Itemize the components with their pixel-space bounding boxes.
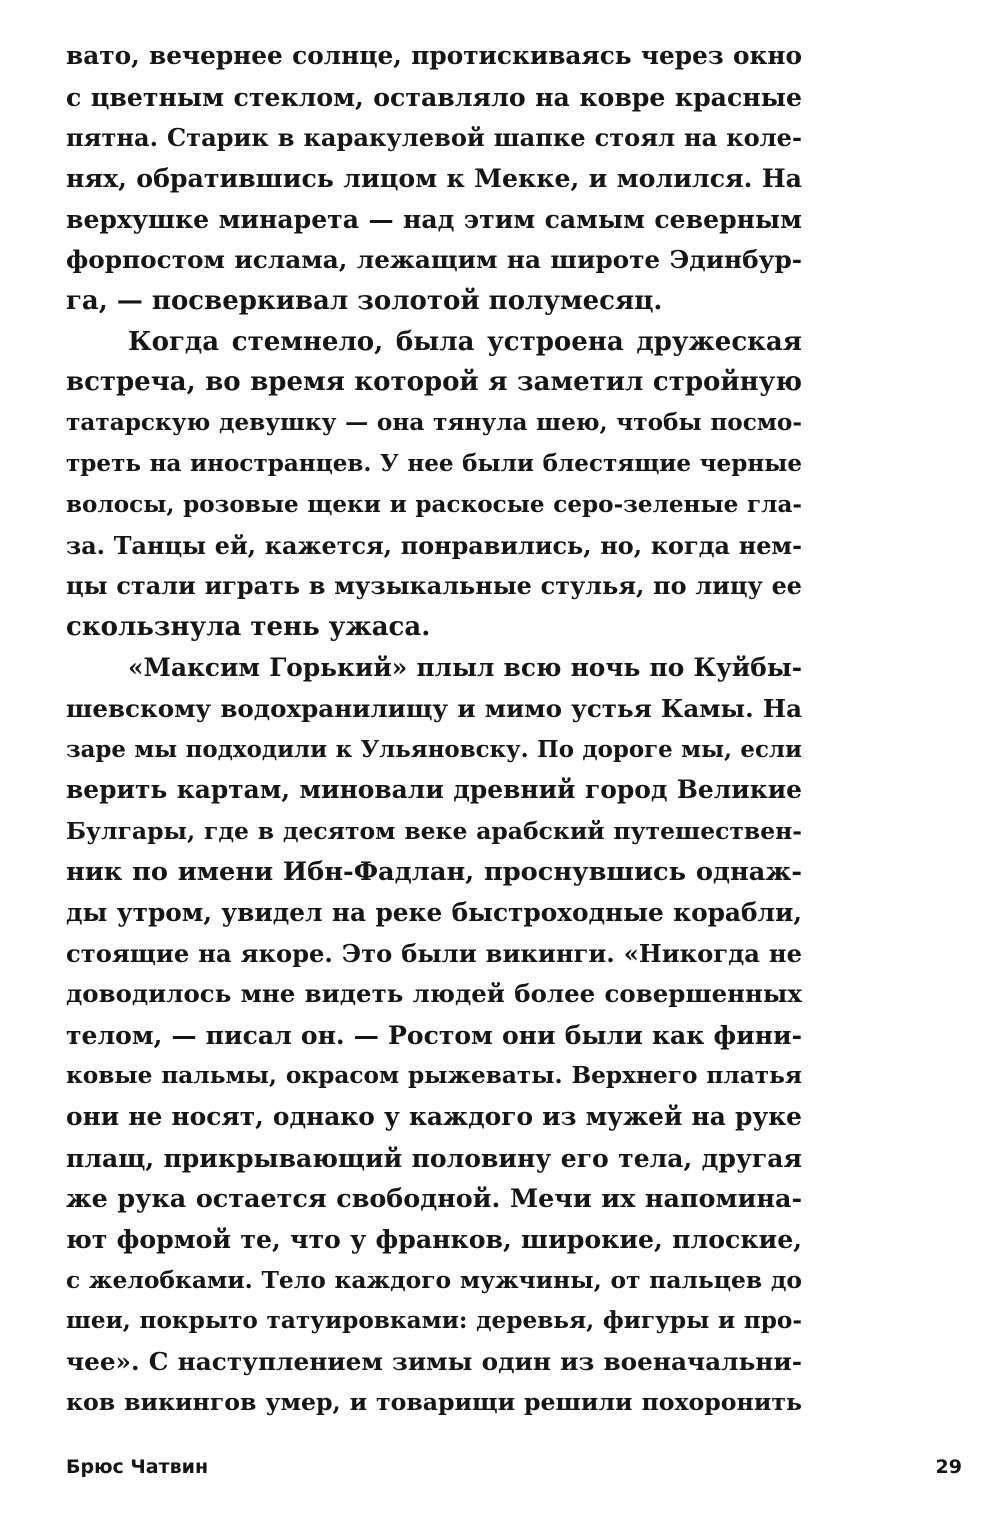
text-line: же рука остается свободной. Мечи их напомина- — [66, 1183, 802, 1214]
text-line: татарскую девушку — она тянула шею, чтобы посмо- — [66, 409, 802, 437]
text-line: га, — посверкивал золотой полумесяц. — [66, 285, 663, 316]
text-line: ют формой те, что у франков, широкие, плоские, — [66, 1224, 802, 1255]
text-line: верхушке минарета — над этим самым северным — [66, 204, 802, 235]
text-line: скользнула тень ужаса. — [66, 612, 431, 643]
text-line: стоящие на якоре. Это были викинги. «Никогда не — [66, 938, 802, 968]
text-line: плащ, прикрывающий половину его тела, другая — [66, 1142, 802, 1173]
text-line: нях, обратившись лицом к Мекке, и молился. На — [66, 163, 802, 194]
text-line: форпостом ислама, лежащим на широте Эдинбур- — [66, 244, 802, 274]
text-line: Булгары, где в десятом веке арабский путешествен- — [66, 817, 802, 846]
text-line: чее». С наступлением зимы один из военачальни- — [66, 1346, 802, 1376]
page-body-text — [66, 36, 802, 1423]
text-line: с желобками. Тело каждого мужчины, от пальцев до — [66, 1265, 802, 1294]
page-number: 29 — [935, 1456, 962, 1478]
text-line: ды утром, увидел на реке быстроходные корабли, — [66, 897, 802, 927]
text-line: Когда стемнело, была устроена дружеская — [128, 326, 802, 357]
text-line: за. Танцы ей, кажется, понравились, но, когда нем- — [66, 531, 802, 560]
text-line: треть на иностранцев. У нее были блестящие черные — [66, 449, 802, 477]
text-line: шевскому водохранилищу и мимо устья Камы. На — [66, 693, 802, 723]
text-line: заре мы подходили к Ульяновску. По дороге мы, если — [66, 736, 802, 763]
text-line: доводилось мне видеть людей более совершенных — [66, 979, 802, 1009]
text-line: они не носят, однако у каждого из мужей на руке — [66, 1101, 802, 1131]
text-line: шеи, покрыто татуировками: деревья, фигуры и про- — [66, 1306, 802, 1334]
text-line: ков викингов умер, и товарищи решили похоронить — [66, 1388, 802, 1417]
text-line: пятна. Старик в каракулевой шапке стоял на коле- — [66, 122, 802, 152]
text-line: ник по имени Ибн-Фадлан, проснувшись однаж- — [66, 856, 802, 887]
text-line: ковые пальмы, окрасом рыжеваты. Верхнего платья — [66, 1061, 802, 1089]
text-line: встреча, во время которой я заметил стройную — [66, 367, 802, 398]
text-line: «Максим Горький» плыл всю ночь по Куйбы- — [128, 652, 802, 682]
text-line: волосы, розовые щеки и раскосые серо-зеленые гла- — [66, 490, 802, 518]
text-line: телом, — писал он. — Ростом они были как фини- — [66, 1020, 802, 1051]
text-line: верить картам, миновали древний город Великие — [66, 775, 802, 805]
text-line: с цветным стеклом, оставляло на ковре красные — [66, 81, 802, 112]
running-footer-author: Брюс Чатвин — [66, 1456, 209, 1478]
text-line: цы стали играть в музыкальные стулья, по лицу ее — [66, 572, 802, 601]
text-line: вато, вечернее солнце, протискиваясь через окно — [66, 41, 802, 70]
